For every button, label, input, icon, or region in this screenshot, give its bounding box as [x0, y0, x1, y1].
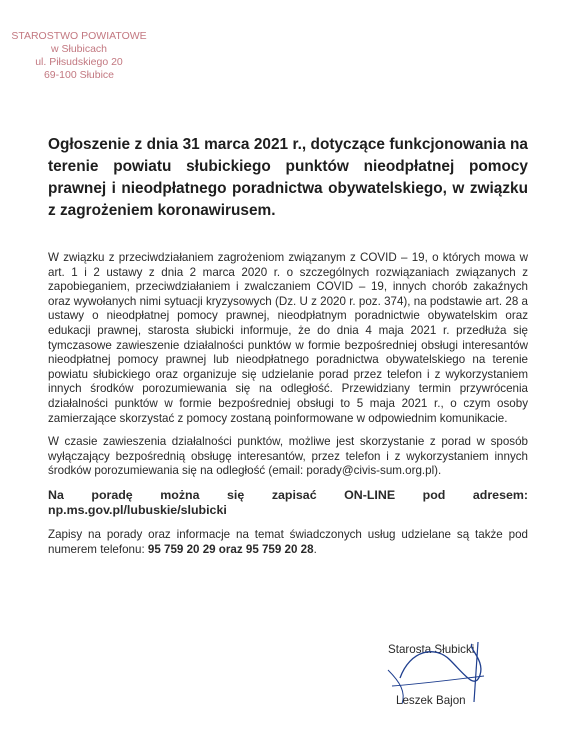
phone-paragraph	[48, 528, 528, 557]
paragraph: W związku z przeciwdziałaniem zagrożeniom związanym z COVID – 19, o których mowa w art. 1 i 2 ustawy z dnia 2 marca 2020 r. o szczególnych rozwiązaniach związanych z zapobieganiem, przeciwdziałaniem i zwalczaniem COVID – 19, innych chorób zakaźnych oraz wywołanych nimi sytuacji kryzysowych (Dz. U z 2020 r. poz. 374), na podstawie art. 28 a ustawy o nieodpłatnej pomocy prawnej, nieodpłatnym poradnictwie obywatelskim oraz edukacji prawnej, starosta słubicki informuje, że do dnia 4 maja 2021 r. przedłuża się tymczasowe zawieszenie działalności punktów w formie bezpośredniej obsługi interesantów nieodpłatnej pomocy prawnej lub nieodpłatnego poradnictwa obywatelskiego na terenie powiatu słubickiego oraz organizuje się udzielanie porad przez telefon i z wykorzystaniem innych środków porozumiewania się na odległość. Przewidziany termin przywrócenia działalności punktów w formie bezpośredniej obsługi to 5 maja 2021 r., o czym osoby zamierzające skorzystać z pomocy zostaną poinformowane w odpowiednim komunikacie.	[48, 251, 528, 425]
signatory-role: Starosta Słubicki	[388, 643, 475, 656]
online-registration-paragraph: Na poradę można się zapisać ON-LINE pod adresem: np.ms.gov.pl/lubuskie/slubicki	[48, 487, 528, 518]
stamp-line: ul. Piłsudskiego 20	[35, 56, 123, 68]
stamp-line: 69-100 Słubice	[43, 69, 115, 81]
announcement-body	[48, 251, 528, 566]
stamp-line: w Słubicach	[50, 43, 108, 55]
paragraph: W czasie zawieszenia działalności punktów, możliwe jest skorzystanie z porad w sposób wyłączający bezpośrednią obsługę interesantów, przez telefon i z wykorzystaniem innych środków porozumiewania się na odległość (email: porady@civis-sum.org.pl).	[48, 435, 528, 478]
phone-numbers: 95 759 20 29 oraz 95 759 20 28	[147, 542, 314, 556]
announcement-title: Ogłoszenie z dnia 31 marca 2021 r., dotyczące funkcjonowania na terenie powiatu słubickiego punktów nieodpłatnej pomocy prawnej i nieodpłatnego poradnictwa obywatelskiego, w związku z zagrożeniem koronawirusem.	[48, 136, 528, 219]
stamp-line: STAROSTWO POWIATOWE	[11, 30, 147, 42]
signature-block	[380, 640, 540, 710]
signatory-name: Leszek Bajon	[396, 694, 466, 707]
office-stamp	[4, 30, 154, 82]
phone-paragraph-text: Zapisy na porady oraz informacje na temat świadczonych usług udzielane są także pod numerem telefonu:	[48, 527, 528, 556]
phone-paragraph-end: .	[313, 542, 317, 556]
